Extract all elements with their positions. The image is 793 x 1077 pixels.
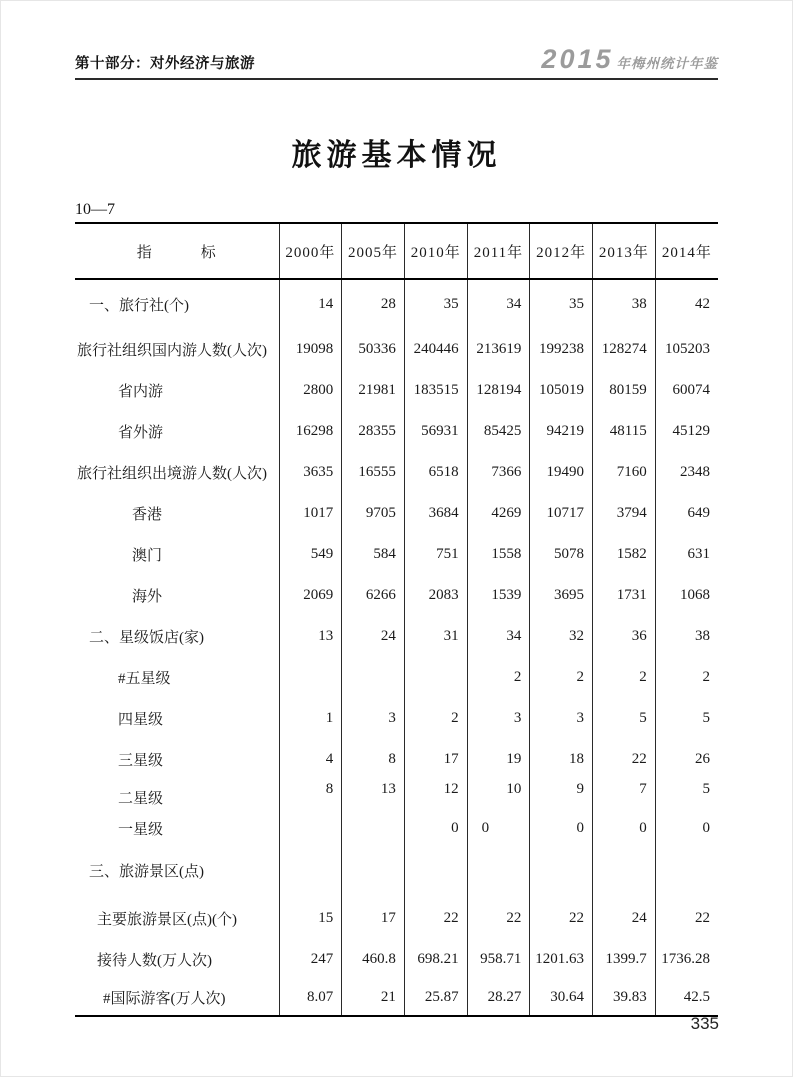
table-number: 10—7 — [75, 201, 115, 218]
cell-value: 60074 — [672, 382, 710, 398]
row-label: 三、旅游景区(点) — [75, 843, 279, 898]
page-title: 旅游基本情况 — [291, 139, 502, 172]
cell-value: 0 — [530, 813, 593, 843]
table-row — [75, 493, 718, 534]
cell-value: 28.27 — [467, 980, 530, 1016]
cell-value: 0 — [593, 813, 656, 843]
cell-value — [593, 843, 656, 898]
cell-value — [279, 843, 342, 898]
row-label: 二、星级饭店(家) — [75, 616, 279, 657]
cell-value: 3 — [342, 698, 405, 739]
cell-value: 25.87 — [404, 980, 467, 1016]
cell-value: 3 — [467, 698, 530, 739]
table-row — [75, 411, 718, 452]
cell-value: 28355 — [342, 411, 405, 452]
table-row — [75, 739, 718, 780]
cell-value — [404, 657, 467, 698]
cell-value: 94219 — [530, 411, 593, 452]
cell-value: 42.5 — [683, 989, 710, 1005]
cell-value — [530, 843, 593, 898]
cell-value: 34 — [467, 279, 530, 329]
cell-value: 22 — [593, 739, 656, 780]
cell-value: 3794 — [593, 493, 656, 534]
cell-value: 5 — [702, 710, 710, 726]
section-header: 第十部分：对外经济与旅游 — [75, 56, 255, 72]
cell-value: 35 — [530, 279, 593, 329]
cell-value — [279, 657, 342, 698]
cell-value: 1201.63 — [530, 939, 593, 980]
cell-value: 3684 — [404, 493, 467, 534]
cell-value: 1582 — [593, 534, 656, 575]
table-header-row — [75, 223, 718, 279]
cell-value: 50336 — [342, 329, 405, 370]
indicator-column-header: 指 标 — [75, 223, 279, 279]
cell-value: 1731 — [593, 575, 656, 616]
cell-value: 1736.28 — [661, 951, 710, 967]
cell-value — [342, 843, 405, 898]
cell-value: 22 — [530, 898, 593, 939]
cell-value: 45129 — [672, 423, 710, 439]
cell-value: 649 — [687, 505, 710, 521]
cell-value: 6518 — [404, 452, 467, 493]
cell-value: 19 — [467, 739, 530, 780]
cell-value: 5 — [702, 781, 710, 797]
table-row — [75, 370, 718, 411]
row-label: 旅行社组织国内游人数(人次) — [75, 329, 279, 370]
row-label: 旅行社组织出境游人数(人次) — [75, 452, 279, 493]
cell-value: 105203 — [665, 341, 710, 357]
cell-value: 30.64 — [530, 980, 593, 1016]
cell-value — [467, 843, 530, 898]
cell-value: 2348 — [680, 464, 710, 480]
cell-value: 698.21 — [404, 939, 467, 980]
cell-value: 5 — [593, 698, 656, 739]
cell-value: 0 — [702, 819, 710, 836]
cell-value: 22 — [467, 898, 530, 939]
row-label: 四星级 — [75, 698, 279, 739]
cell-value: 8 — [342, 739, 405, 780]
cell-value: 35 — [404, 279, 467, 329]
cell-value: 584 — [342, 534, 405, 575]
cell-value — [279, 813, 342, 843]
yearbook-logo-year: 2015 — [541, 44, 614, 74]
cell-value: 18 — [530, 739, 593, 780]
table-row — [75, 452, 718, 493]
yearbook-logo-suffix: 年梅州统计年鉴 — [616, 56, 718, 71]
cell-value: 56931 — [404, 411, 467, 452]
table-row — [75, 813, 718, 843]
page-number: 335 — [690, 1014, 719, 1033]
year-column-header: 2005年 — [342, 223, 405, 279]
cell-value: 12 — [404, 780, 467, 813]
running-header — [75, 0, 718, 80]
cell-value: 2083 — [404, 575, 467, 616]
cell-value: 1068 — [680, 587, 710, 603]
table-row — [75, 279, 718, 329]
cell-value: 2069 — [279, 575, 342, 616]
year-column-header: 2010年 — [404, 223, 467, 279]
cell-value: 7366 — [467, 452, 530, 493]
cell-value: 13 — [342, 780, 405, 813]
cell-value: 38 — [593, 279, 656, 329]
cell-value: 2 — [404, 698, 467, 739]
cell-value — [404, 843, 467, 898]
year-column-header: 2014年 — [655, 223, 718, 279]
cell-value: 2 — [593, 657, 656, 698]
cell-value — [655, 843, 718, 898]
year-column-header: 2012年 — [530, 223, 593, 279]
cell-value: 19098 — [279, 329, 342, 370]
cell-value: 38 — [695, 628, 710, 644]
cell-value: 42 — [695, 296, 710, 312]
cell-value: 1558 — [467, 534, 530, 575]
cell-value: 7 — [593, 780, 656, 813]
row-label: 海外 — [75, 575, 279, 616]
table-row — [75, 698, 718, 739]
row-label: 澳门 — [75, 534, 279, 575]
row-label: 香港 — [75, 493, 279, 534]
table-row — [75, 575, 718, 616]
table-row — [75, 657, 718, 698]
cell-value: 24 — [342, 616, 405, 657]
cell-value: 22 — [404, 898, 467, 939]
cell-value: 39.83 — [593, 980, 656, 1016]
table-row — [75, 939, 718, 980]
cell-value: 105019 — [530, 370, 593, 411]
cell-value: 751 — [404, 534, 467, 575]
row-label: 二星级 — [75, 780, 279, 813]
yearbook-logo — [541, 46, 718, 73]
cell-value: 21981 — [342, 370, 405, 411]
cell-value: 5078 — [530, 534, 593, 575]
cell-value: 22 — [695, 910, 710, 926]
cell-value: 128274 — [593, 329, 656, 370]
cell-value: 10 — [467, 780, 530, 813]
cell-value: 3635 — [279, 452, 342, 493]
row-label: #五星级 — [75, 657, 279, 698]
cell-value: 3 — [530, 698, 593, 739]
cell-value: 26 — [695, 751, 710, 767]
row-label: 省外游 — [75, 411, 279, 452]
year-column-header: 2000年 — [279, 223, 342, 279]
table-row — [75, 534, 718, 575]
cell-value: 247 — [279, 939, 342, 980]
cell-value: 2800 — [279, 370, 342, 411]
cell-value: 1399.7 — [593, 939, 656, 980]
table-row — [75, 616, 718, 657]
cell-value: 19490 — [530, 452, 593, 493]
cell-value: 7160 — [593, 452, 656, 493]
row-label: 三星级 — [75, 739, 279, 780]
cell-value: 213619 — [467, 329, 530, 370]
cell-value — [342, 657, 405, 698]
cell-value: 15 — [279, 898, 342, 939]
cell-value: 8.07 — [279, 980, 342, 1016]
cell-value: 183515 — [404, 370, 467, 411]
cell-value: 2 — [530, 657, 593, 698]
table-row — [75, 329, 718, 370]
cell-value: 24 — [593, 898, 656, 939]
statistics-table — [75, 222, 718, 1017]
cell-value: 13 — [279, 616, 342, 657]
row-label: 主要旅游景区(点)(个) — [75, 898, 279, 939]
cell-value: 31 — [404, 616, 467, 657]
row-label: 省内游 — [75, 370, 279, 411]
cell-value: 1017 — [279, 493, 342, 534]
cell-value: 28 — [342, 279, 405, 329]
cell-value: 3695 — [530, 575, 593, 616]
cell-value: 0 — [467, 813, 530, 843]
cell-value: 17 — [404, 739, 467, 780]
year-column-header: 2013年 — [593, 223, 656, 279]
cell-value: 1 — [279, 698, 342, 739]
cell-value: 128194 — [467, 370, 530, 411]
cell-value: 17 — [342, 898, 405, 939]
cell-value: 549 — [279, 534, 342, 575]
cell-value: 36 — [593, 616, 656, 657]
cell-value: 1539 — [467, 575, 530, 616]
year-column-header: 2011年 — [467, 223, 530, 279]
cell-value: 6266 — [342, 575, 405, 616]
cell-value — [342, 813, 405, 843]
cell-value: 32 — [530, 616, 593, 657]
cell-value: 0 — [404, 813, 467, 843]
cell-value: 9 — [530, 780, 593, 813]
table-body — [75, 279, 718, 1016]
cell-value: 48115 — [593, 411, 656, 452]
cell-value: 4269 — [467, 493, 530, 534]
cell-value: 16298 — [279, 411, 342, 452]
cell-value: 2 — [702, 669, 710, 685]
row-label: 接待人数(万人次) — [75, 939, 279, 980]
cell-value: 9705 — [342, 493, 405, 534]
table-row — [75, 980, 718, 1016]
cell-value: 16555 — [342, 452, 405, 493]
cell-value: 2 — [467, 657, 530, 698]
cell-value: 10717 — [530, 493, 593, 534]
cell-value: 14 — [279, 279, 342, 329]
cell-value: 240446 — [404, 329, 467, 370]
cell-value: 958.71 — [467, 939, 530, 980]
cell-value: 631 — [687, 546, 710, 562]
cell-value: 21 — [342, 980, 405, 1016]
row-label: 一星级 — [75, 813, 279, 843]
cell-value: 199238 — [530, 329, 593, 370]
table-row — [75, 843, 718, 898]
row-label: 一、旅行社(个) — [75, 279, 279, 329]
table-row — [75, 898, 718, 939]
cell-value: 4 — [279, 739, 342, 780]
cell-value: 85425 — [467, 411, 530, 452]
row-label: #国际游客(万人次) — [75, 980, 279, 1016]
cell-value: 80159 — [593, 370, 656, 411]
cell-value: 8 — [279, 780, 342, 813]
cell-value: 460.8 — [342, 939, 405, 980]
cell-value: 34 — [467, 616, 530, 657]
table-row — [75, 780, 718, 813]
